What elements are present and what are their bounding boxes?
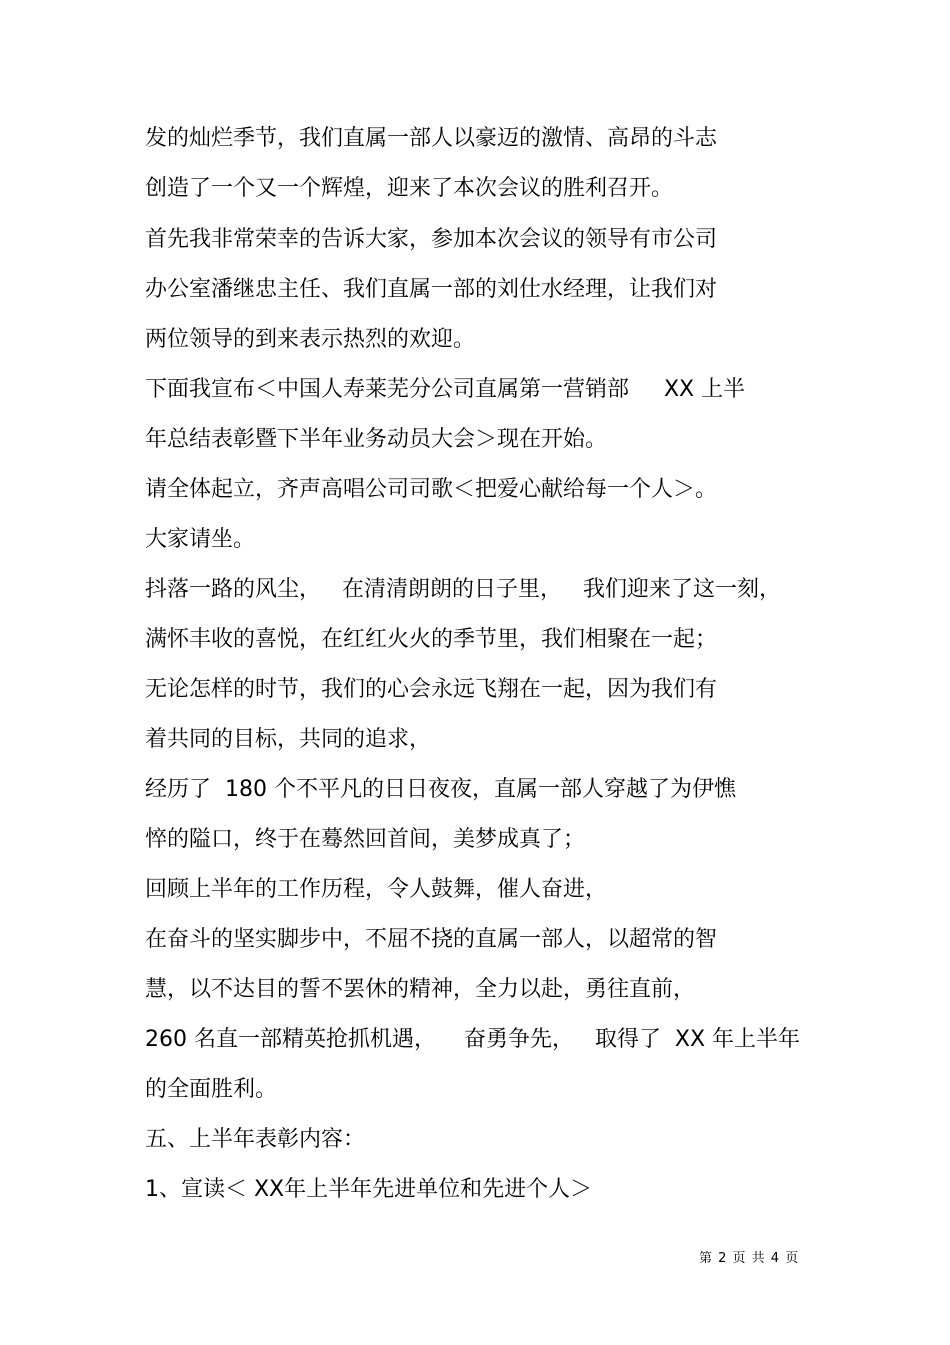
text-line: 两位领导的到来表示热烈的欢迎。 (145, 327, 476, 352)
text-line: 悴的隘口，终于在蓦然回首间，美梦成真了； (145, 827, 586, 852)
text-line: 大家请坐。 (145, 527, 256, 552)
text-line: 请全体起立，齐声高唱公司司歌＜把爱心献给每一个人＞。 (145, 477, 718, 502)
text-line: 260 名直一部精英抢抓机遇， 奋勇争先， 取得了 XX 年上半年 (145, 1027, 801, 1052)
text-line: 下面我宣布＜中国人寿莱芜分公司直属第一营销部 XX 上半 (145, 377, 746, 402)
text-line: 的全面胜利。 (145, 1077, 278, 1102)
text-line: 办公室潘继忠主任、我们直属一部的刘仕水经理，让我们对 (145, 277, 718, 302)
list-item: 1、宣读＜ XX年上半年先进单位和先进个人＞ (145, 1177, 593, 1202)
text-line: 经历了 180 个不平凡的日日夜夜，直属一部人穿越了为伊憔 (145, 777, 736, 802)
section-heading: 五、上半年表彰内容： (145, 1127, 366, 1152)
text-line: 年总结表彰暨下半年业务动员大会＞现在开始。 (145, 427, 608, 452)
text-line: 回顾上半年的工作历程，令人鼓舞，催人奋进， (145, 877, 608, 902)
text-line: 着共同的目标，共同的追求， (145, 727, 432, 752)
text-line: 发的灿烂季节，我们直属一部人以豪迈的激情、高昂的斗志 (145, 126, 718, 151)
text-line: 创造了一个又一个辉煌，迎来了本次会议的胜利召开。 (145, 176, 674, 201)
text-line: 满怀丰收的喜悦，在红红火火的季节里，我们相聚在一起； (145, 627, 718, 652)
text-line: 在奋斗的坚实脚步中，不屈不挠的直属一部人，以超常的智 (145, 927, 718, 952)
text-line: 首先我非常荣幸的告诉大家，参加本次会议的领导有市公司 (145, 227, 718, 252)
text-line: 无论怎样的时节，我们的心会永远飞翔在一起，因为我们有 (145, 677, 718, 702)
page-number-footer: 第 2 页 共 4 页 (699, 1251, 800, 1266)
text-line: 慧，以不达目的誓不罢休的精神，全力以赴，勇往直前， (145, 977, 696, 1002)
text-line: 抖落一路的风尘， 在清清朗朗的日子里， 我们迎来了这一刻， (145, 577, 781, 602)
